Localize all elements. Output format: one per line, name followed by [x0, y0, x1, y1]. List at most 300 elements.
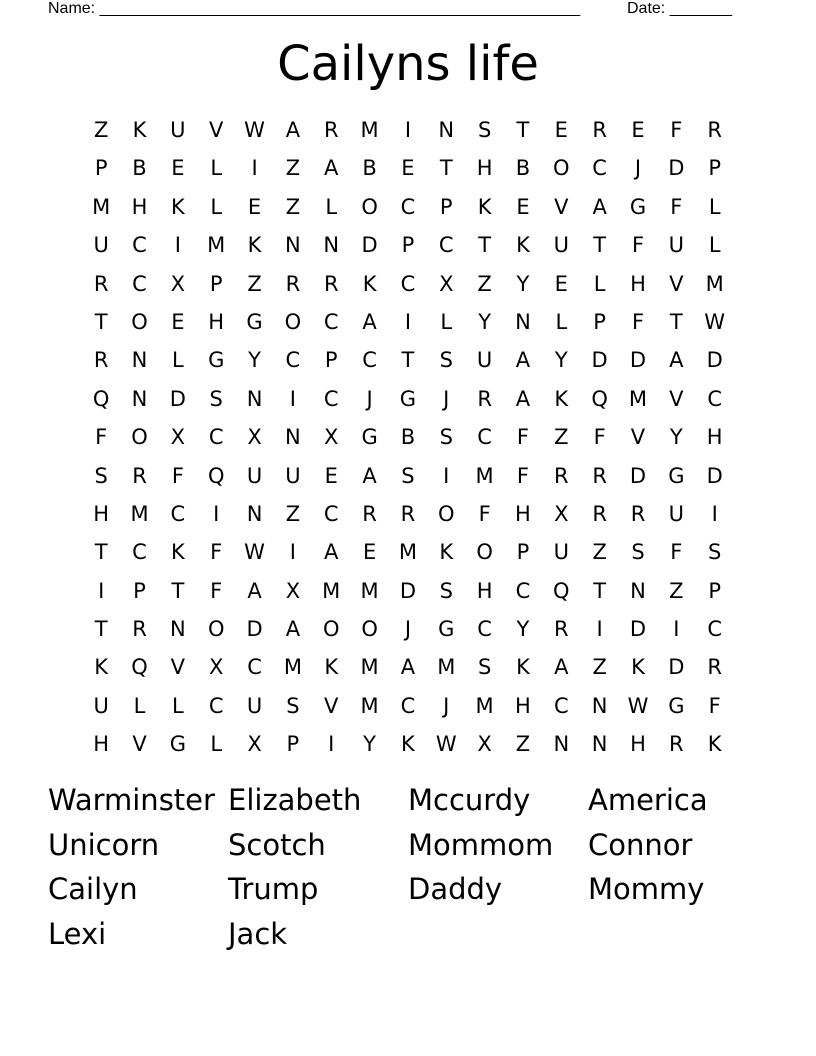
grid-letter: L: [555, 309, 568, 334]
grid-letter: H: [93, 501, 110, 526]
grid-letter: M: [398, 540, 417, 565]
grid-letter: I: [443, 463, 450, 488]
grid-letter: R: [592, 118, 607, 142]
grid-letter: C: [707, 386, 722, 411]
grid-letter: U: [476, 348, 493, 373]
grid-letter: H: [515, 693, 531, 718]
word-bank-item: Mommy: [588, 872, 705, 907]
grid-letter: P: [439, 194, 453, 219]
grid-letter: M: [628, 386, 648, 411]
word-bank-item: Mccurdy: [408, 783, 531, 817]
grid-letter: T: [593, 233, 607, 258]
grid-letter: D: [629, 463, 647, 488]
grid-letter: P: [708, 156, 721, 181]
grid-letter: P: [286, 732, 300, 757]
grid-letter: A: [515, 348, 531, 373]
grid-letter: Y: [363, 732, 376, 757]
grid-letter: C: [438, 233, 454, 258]
word-bank: [48, 778, 768, 957]
grid-letter: R: [132, 617, 147, 642]
grid-letter: A: [285, 118, 301, 142]
grid-letter: A: [554, 655, 569, 680]
grid-letter: K: [401, 732, 415, 757]
grid-letter: N: [591, 732, 608, 757]
grid-letter: H: [93, 732, 110, 757]
grid-letter: M: [475, 693, 494, 718]
grid-letter: Y: [248, 348, 261, 373]
grid-letter: F: [95, 425, 108, 450]
grid-letter: N: [285, 233, 301, 258]
grid-letter: H: [706, 425, 723, 450]
grid-letter: M: [705, 271, 724, 296]
grid-letter: O: [438, 501, 455, 526]
grid-letter: L: [708, 233, 721, 258]
grid-letter: P: [708, 578, 721, 603]
grid-letter: Q: [131, 655, 148, 680]
grid-letter: E: [554, 271, 568, 296]
grid-letter: X: [439, 271, 454, 296]
grid-letter: K: [94, 655, 109, 680]
grid-row: [82, 648, 734, 686]
grid-letter: T: [171, 578, 185, 603]
grid-letter: O: [476, 540, 493, 565]
grid-letter: W: [435, 732, 457, 757]
grid-letter: X: [170, 271, 186, 296]
grid-row: [82, 380, 734, 418]
grid-letter: Z: [285, 501, 301, 526]
grid-letter: S: [209, 386, 223, 411]
grid-letter: Z: [285, 156, 301, 181]
grid-letter: C: [323, 501, 339, 526]
grid-letter: F: [593, 425, 606, 450]
grid-letter: R: [93, 348, 109, 373]
word-bank-item: Lexi: [48, 917, 107, 952]
grid-letter: A: [324, 156, 339, 181]
grid-letter: C: [208, 693, 224, 718]
grid-letter: F: [516, 463, 529, 488]
grid-letter: I: [711, 501, 718, 526]
grid-letter: R: [477, 386, 492, 411]
grid-letter: M: [322, 578, 341, 603]
grid-letter: R: [592, 463, 607, 488]
grid-letter: R: [323, 271, 339, 296]
grid-letter: P: [94, 156, 108, 181]
grid-letter: O: [131, 425, 148, 450]
grid-letter: T: [401, 348, 415, 373]
date-field: Date: _______: [627, 0, 732, 17]
grid-letter: V: [669, 386, 684, 411]
grid-letter: F: [210, 540, 223, 565]
grid-letter: R: [554, 617, 569, 642]
grid-letter: P: [516, 540, 530, 565]
grid-letter: O: [361, 617, 378, 642]
grid-letter: I: [328, 732, 335, 757]
grid-letter: B: [400, 425, 416, 450]
grid-letter: F: [478, 501, 491, 526]
grid-row: [82, 457, 734, 495]
grid-letter: S: [477, 118, 492, 142]
grid-letter: H: [131, 194, 148, 219]
grid-letter: L: [172, 693, 184, 718]
word-bank-item: Cailyn: [48, 872, 138, 907]
grid-row: [82, 610, 734, 648]
page-title: Cailyns life: [277, 36, 539, 92]
grid-letter: I: [174, 233, 181, 258]
grid-letter: C: [247, 655, 262, 680]
grid-letter: K: [362, 271, 377, 296]
grid-letter: A: [515, 386, 531, 411]
grid-letter: M: [360, 578, 379, 603]
grid-letter: K: [554, 386, 569, 411]
grid-letter: A: [362, 309, 377, 334]
grid-letter: V: [669, 271, 684, 296]
grid-letter: Z: [247, 271, 262, 296]
grid-letter: M: [475, 463, 494, 488]
grid-letter: N: [285, 425, 301, 450]
grid-letter: L: [708, 194, 721, 219]
grid-letter: H: [630, 732, 646, 757]
grid-letter: O: [131, 309, 148, 334]
grid-letter: T: [516, 118, 530, 142]
grid-letter: D: [361, 233, 378, 258]
grid-letter: P: [324, 348, 338, 373]
grid-letter: L: [440, 309, 453, 334]
grid-letter: N: [246, 501, 263, 526]
grid-letter: P: [209, 271, 223, 296]
grid-letter: D: [246, 617, 263, 642]
grid-letter: M: [207, 233, 226, 258]
grid-letter: V: [209, 118, 224, 142]
grid-letter: Y: [516, 271, 530, 296]
grid-letter: R: [707, 118, 722, 142]
grid-letter: U: [246, 463, 263, 488]
grid-letter: C: [285, 348, 301, 373]
grid-letter: C: [132, 233, 147, 258]
grid-letter: C: [592, 156, 607, 181]
grid-letter: U: [553, 540, 569, 565]
word-bank-item: Trump: [228, 872, 319, 907]
grid-letter: M: [437, 655, 456, 680]
grid-letter: M: [92, 194, 111, 219]
grid-letter: Y: [478, 309, 492, 334]
grid-row: [82, 188, 734, 226]
grid-letter: K: [439, 540, 454, 565]
grid-letter: D: [706, 463, 723, 488]
grid-letter: E: [247, 194, 262, 219]
grid-letter: C: [553, 693, 569, 718]
grid-letter: J: [404, 617, 412, 642]
grid-letter: I: [404, 118, 412, 142]
grid-letter: E: [171, 156, 185, 181]
grid-letter: L: [210, 156, 223, 181]
grid-letter: O: [284, 309, 302, 334]
grid-letter: U: [93, 693, 109, 718]
grid-letter: C: [477, 617, 492, 642]
grid-letter: C: [362, 348, 377, 373]
grid-letter: N: [591, 693, 608, 718]
grid-letter: I: [404, 309, 412, 334]
grid-letter: D: [706, 348, 723, 373]
grid-letter: Y: [516, 617, 530, 642]
grid-letter: F: [516, 425, 529, 450]
grid-letter: R: [93, 271, 109, 296]
grid-letter: K: [631, 655, 645, 680]
grid-letter: L: [325, 194, 338, 219]
grid-letter: X: [247, 425, 262, 450]
grid-letter: M: [360, 693, 379, 718]
grid-letter: U: [285, 463, 301, 488]
grid-row: [82, 341, 734, 379]
grid-letter: X: [209, 655, 224, 680]
grid-letter: N: [131, 386, 148, 411]
grid-letter: H: [476, 578, 493, 603]
grid-letter: Z: [285, 194, 301, 219]
grid-letter: E: [554, 118, 568, 142]
grid-letter: Q: [591, 386, 608, 411]
grid-letter: N: [438, 118, 455, 142]
grid-letter: U: [668, 233, 685, 258]
grid-row: [82, 572, 734, 610]
grid-letter: A: [247, 578, 262, 603]
grid-letter: V: [324, 693, 339, 718]
grid-letter: V: [170, 655, 186, 680]
grid-letter: D: [591, 348, 608, 373]
word-bank-item: Mommom: [408, 827, 554, 862]
grid-letter: N: [323, 233, 340, 258]
grid-letter: X: [170, 425, 186, 450]
grid-letter: N: [630, 578, 646, 603]
grid-letter: T: [94, 540, 108, 565]
grid-row: [82, 687, 734, 725]
grid-row: [82, 725, 734, 763]
grid-letter: K: [170, 540, 185, 565]
word-bank-item: America: [588, 783, 708, 817]
grid-letter: L: [210, 194, 223, 219]
grid-letter: T: [593, 578, 607, 603]
grid-letter: G: [438, 617, 455, 642]
grid-letter: R: [285, 271, 301, 296]
grid-letter: D: [169, 386, 186, 411]
grid-row: [82, 495, 734, 533]
word-bank-item: Daddy: [408, 872, 503, 907]
grid-letter: P: [593, 309, 606, 334]
grid-letter: A: [592, 194, 607, 219]
grid-letter: L: [593, 271, 606, 296]
grid-letter: Z: [477, 271, 492, 296]
grid-letter: O: [322, 617, 340, 642]
grid-letter: A: [669, 348, 684, 373]
grid-letter: K: [516, 655, 530, 680]
grid-letter: I: [289, 540, 296, 565]
grid-letter: E: [362, 540, 377, 565]
grid-letter: M: [360, 118, 379, 142]
grid-row: [82, 418, 734, 456]
grid-letter: E: [324, 463, 338, 488]
grid-letter: F: [171, 463, 184, 488]
grid-letter: H: [476, 156, 493, 181]
grid-letter: C: [515, 578, 531, 603]
grid-letter: C: [132, 271, 147, 296]
grid-letter: W: [244, 540, 265, 565]
grid-letter: R: [630, 501, 646, 526]
grid-letter: S: [401, 463, 415, 488]
grid-letter: G: [629, 194, 647, 219]
grid-letter: S: [94, 463, 108, 488]
grid-letter: A: [324, 540, 339, 565]
grid-letter: V: [630, 425, 646, 450]
grid-letter: C: [208, 425, 224, 450]
grid-letter: J: [634, 156, 642, 181]
grid-letter: I: [213, 501, 220, 526]
grid-letter: C: [170, 501, 186, 526]
grid-letter: U: [246, 693, 263, 718]
grid-letter: N: [246, 386, 263, 411]
grid-letter: I: [98, 578, 105, 603]
grid-letter: H: [208, 309, 225, 334]
grid-letter: A: [285, 617, 301, 642]
grid-letter: P: [133, 578, 146, 603]
grid-letter: S: [477, 655, 492, 680]
grid-letter: X: [285, 578, 301, 603]
grid-letter: G: [246, 309, 263, 334]
word-bank-item: Elizabeth: [228, 783, 362, 817]
grid-letter: L: [133, 693, 146, 718]
grid-letter: C: [400, 693, 416, 718]
grid-letter: K: [707, 732, 722, 757]
grid-letter: R: [592, 501, 607, 526]
word-bank-item: Jack: [228, 917, 288, 952]
grid-letter: N: [515, 309, 531, 334]
word-bank-item: Warminster: [48, 783, 215, 817]
grid-letter: F: [670, 194, 683, 219]
grid-letter: H: [630, 271, 646, 296]
grid-letter: W: [704, 309, 726, 334]
grid-letter: I: [596, 617, 603, 642]
grid-letter: D: [668, 156, 685, 181]
grid-letter: Q: [207, 463, 225, 488]
grid-letter: H: [515, 501, 531, 526]
grid-letter: X: [247, 732, 262, 757]
grid-letter: F: [670, 540, 683, 565]
grid-letter: Y: [554, 348, 568, 373]
grid-letter: I: [289, 386, 296, 411]
grid-letter: A: [362, 463, 377, 488]
grid-letter: R: [669, 732, 684, 757]
grid-letter: J: [443, 693, 450, 718]
grid-letter: K: [170, 194, 185, 219]
grid-letter: J: [443, 386, 450, 411]
grid-row: [82, 303, 734, 341]
grid-letter: S: [439, 425, 453, 450]
grid-letter: D: [399, 578, 416, 603]
grid-letter: E: [401, 156, 415, 181]
grid-letter: R: [707, 655, 722, 680]
grid-letter: U: [553, 233, 569, 258]
grid-letter: Z: [592, 540, 607, 565]
grid-letter: Z: [515, 732, 531, 757]
grid-letter: A: [400, 655, 416, 680]
grid-letter: C: [323, 386, 339, 411]
grid-letter: G: [208, 348, 225, 373]
grid-letter: Z: [554, 425, 569, 450]
grid-letter: V: [132, 732, 147, 757]
letter-grid: [82, 111, 734, 764]
grid-letter: R: [323, 118, 339, 142]
grid-letter: F: [708, 693, 721, 718]
grid-letter: U: [93, 233, 109, 258]
word-bank-item: Connor: [588, 827, 693, 862]
grid-letter: T: [439, 156, 453, 181]
grid-letter: T: [94, 617, 108, 642]
grid-letter: S: [631, 540, 645, 565]
grid-letter: R: [362, 501, 377, 526]
grid-letter: B: [515, 156, 531, 181]
grid-letter: M: [130, 501, 149, 526]
grid-letter: S: [439, 348, 453, 373]
grid-letter: F: [631, 233, 645, 258]
grid-letter: R: [400, 501, 416, 526]
grid-letter: C: [477, 425, 492, 450]
grid-letter: N: [131, 348, 148, 373]
grid-letter: G: [668, 463, 685, 488]
grid-letter: E: [516, 194, 530, 219]
grid-letter: D: [629, 617, 647, 642]
word-bank-item: Unicorn: [48, 827, 160, 862]
grid-letter: C: [400, 194, 416, 219]
grid-letter: N: [170, 617, 186, 642]
grid-letter: O: [207, 617, 225, 642]
grid-letter: M: [283, 655, 302, 680]
grid-letter: G: [399, 386, 417, 411]
grid-letter: C: [400, 271, 416, 296]
grid-letter: K: [247, 233, 262, 258]
grid-letter: Z: [93, 118, 109, 142]
grid-letter: T: [94, 309, 108, 334]
grid-letter: L: [172, 348, 184, 373]
grid-letter: I: [251, 156, 258, 181]
grid-row: [82, 265, 734, 303]
grid-row: [82, 111, 734, 149]
grid-letter: W: [627, 693, 649, 718]
grid-letter: Z: [592, 655, 607, 680]
grid-letter: I: [673, 617, 680, 642]
grid-letter: U: [170, 118, 186, 142]
grid-row: [82, 149, 734, 187]
grid-letter: D: [629, 348, 647, 373]
grid-letter: B: [132, 156, 147, 181]
grid-letter: B: [362, 156, 377, 181]
grid-letter: Y: [669, 425, 683, 450]
grid-letter: U: [668, 501, 685, 526]
grid-letter: C: [323, 309, 339, 334]
grid-letter: O: [553, 156, 570, 181]
grid-letter: T: [478, 233, 492, 258]
grid-letter: G: [361, 425, 378, 450]
grid-letter: C: [132, 540, 147, 565]
grid-letter: V: [554, 194, 569, 219]
grid-letter: G: [169, 732, 186, 757]
grid-letter: R: [554, 463, 569, 488]
grid-letter: P: [401, 233, 415, 258]
grid-row: [82, 226, 734, 264]
grid-letter: S: [708, 540, 722, 565]
grid-letter: X: [554, 501, 569, 526]
grid-letter: N: [553, 732, 570, 757]
grid-letter: K: [516, 233, 530, 258]
grid-letter: C: [707, 617, 722, 642]
grid-letter: G: [668, 693, 685, 718]
grid-letter: J: [366, 386, 373, 411]
